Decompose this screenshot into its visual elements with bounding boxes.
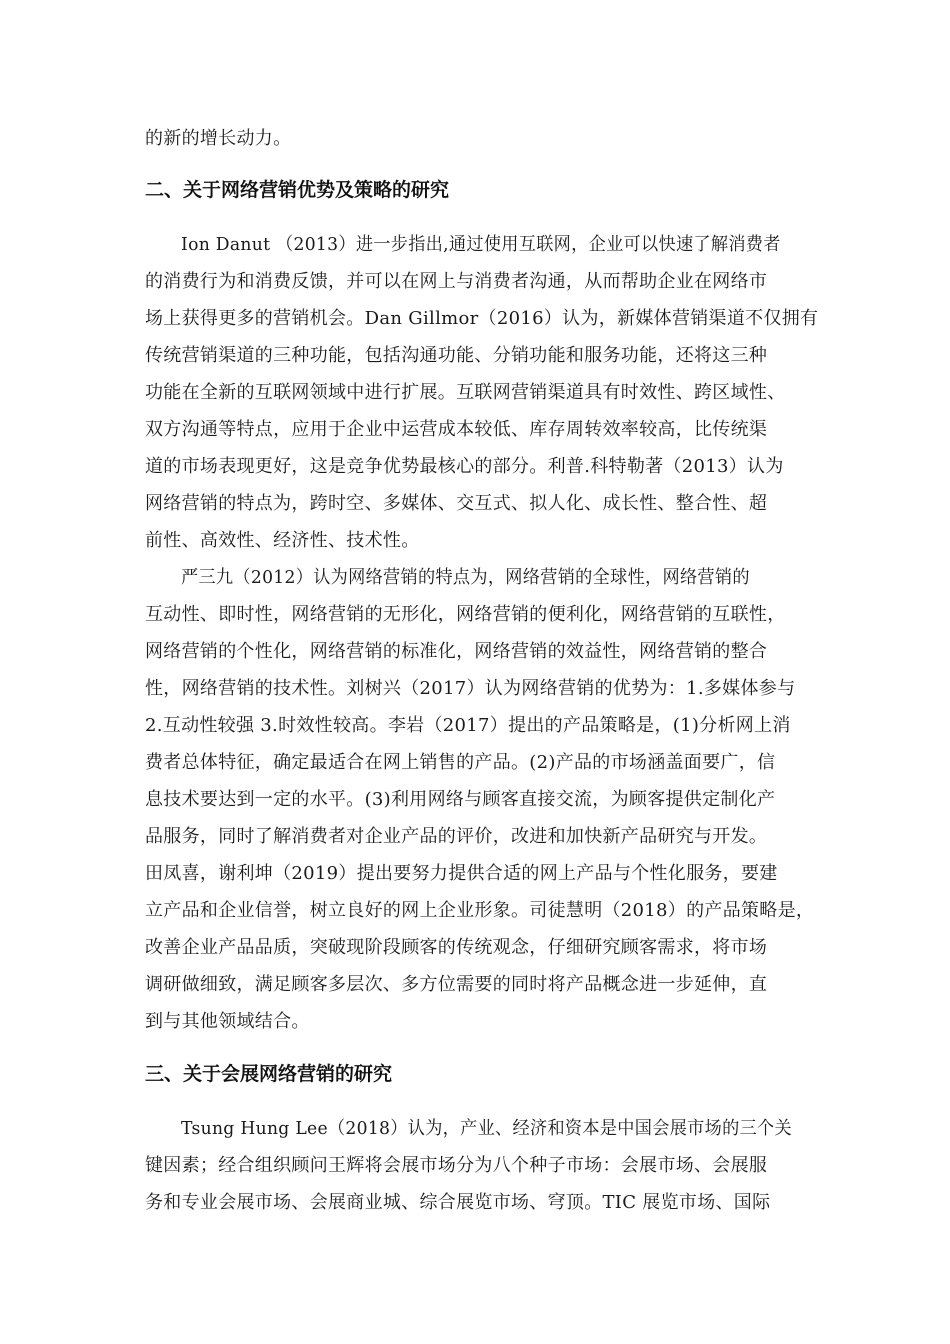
text-line: 改善企业产品品质，突破现阶段顾客的传统观念，仔细研究顾客需求，将市场 — [145, 937, 768, 958]
text-line: 场上获得更多的营销机会。Dan Gillmor（2016）认为，新媒体营销渠道不仅拥有 — [145, 308, 819, 329]
text-line: 网络营销的个性化，网络营销的标准化，网络营销的效益性，网络营销的整合 — [145, 641, 768, 662]
text-line: 到与其他领域结合。 — [145, 1011, 310, 1032]
text-line: 务和专业会展市场、会展商业城、综合展览市场、穹顶。TIC 展览市场、国际 — [145, 1192, 771, 1213]
text-line: 前性、高效性、经济性、技术性。 — [145, 530, 420, 551]
text-line: 息技术要达到一定的水平。(3)利用网络与顾客直接交流，为顾客提供定制化产 — [145, 789, 776, 810]
text-line: 互动性、即时性，网络营销的无形化，网络营销的便利化，网络营销的互联性， — [145, 604, 786, 625]
text-line: 双方沟通等特点，应用于企业中运营成本较低、库存周转效率较高，比传统渠 — [145, 419, 768, 440]
text-line: 的新的增长动力。 — [145, 128, 292, 149]
text-line: 调研做细致，满足顾客多层次、多方位需要的同时将产品概念进一步延伸，直 — [145, 974, 768, 995]
text-line: 道的市场表现更好，这是竞争优势最核心的部分。利普.科特勒著（2013）认为 — [145, 456, 784, 477]
text-line: 传统营销渠道的三种功能，包括沟通功能、分销功能和服务功能，还将这三种 — [145, 345, 768, 366]
text-line: 网络营销的特点为，跨时空、多媒体、交互式、拟人化、成长性、整合性、超 — [145, 493, 768, 514]
text-line: 费者总体特征，确定最适合在网上销售的产品。(2)产品的市场涵盖面要广，信 — [145, 752, 776, 773]
text-line: Tsung Hung Lee（2018）认为，产业、经济和资本是中国会展市场的三个关 — [181, 1118, 792, 1139]
text-line: 立产品和企业信誉，树立良好的网上企业形象。司徒慧明（2018）的产品策略是， — [145, 900, 815, 921]
text-line: 田凤喜，谢利坤（2019）提出要努力提供合适的网上产品与个性化服务，要建 — [145, 863, 778, 884]
text-line: 2.互动性较强 3.时效性较高。李岩（2017）提出的产品策略是，(1)分析网上消 — [145, 715, 791, 736]
text-line: 性，网络营销的技术性。刘树兴（2017）认为网络营销的优势为：1.多媒体参与 — [145, 678, 796, 699]
text-line: 功能在全新的互联网领域中进行扩展。互联网营销渠道具有时效性、跨区域性、 — [145, 382, 786, 403]
section-heading: 三、关于会展网络营销的研究 — [145, 1063, 393, 1085]
text-line: 键因素；经合组织顾问王辉将会展市场分为八个种子市场：会展市场、会展服 — [145, 1155, 768, 1176]
text-line: 严三九（2012）认为网络营销的特点为，网络营销的全球性，网络营销的 — [181, 567, 750, 588]
section-heading: 二、关于网络营销优势及策略的研究 — [145, 179, 450, 201]
text-line: 品服务，同时了解消费者对企业产品的评价，改进和加快新产品研究与开发。 — [145, 826, 768, 847]
text-line: 的消费行为和消费反馈，并可以在网上与消费者沟通，从而帮助企业在网络市 — [145, 271, 768, 292]
text-line: Ion Danut （2013）进一步指出,通过使用互联网，企业可以快速了解消费者 — [181, 234, 781, 255]
